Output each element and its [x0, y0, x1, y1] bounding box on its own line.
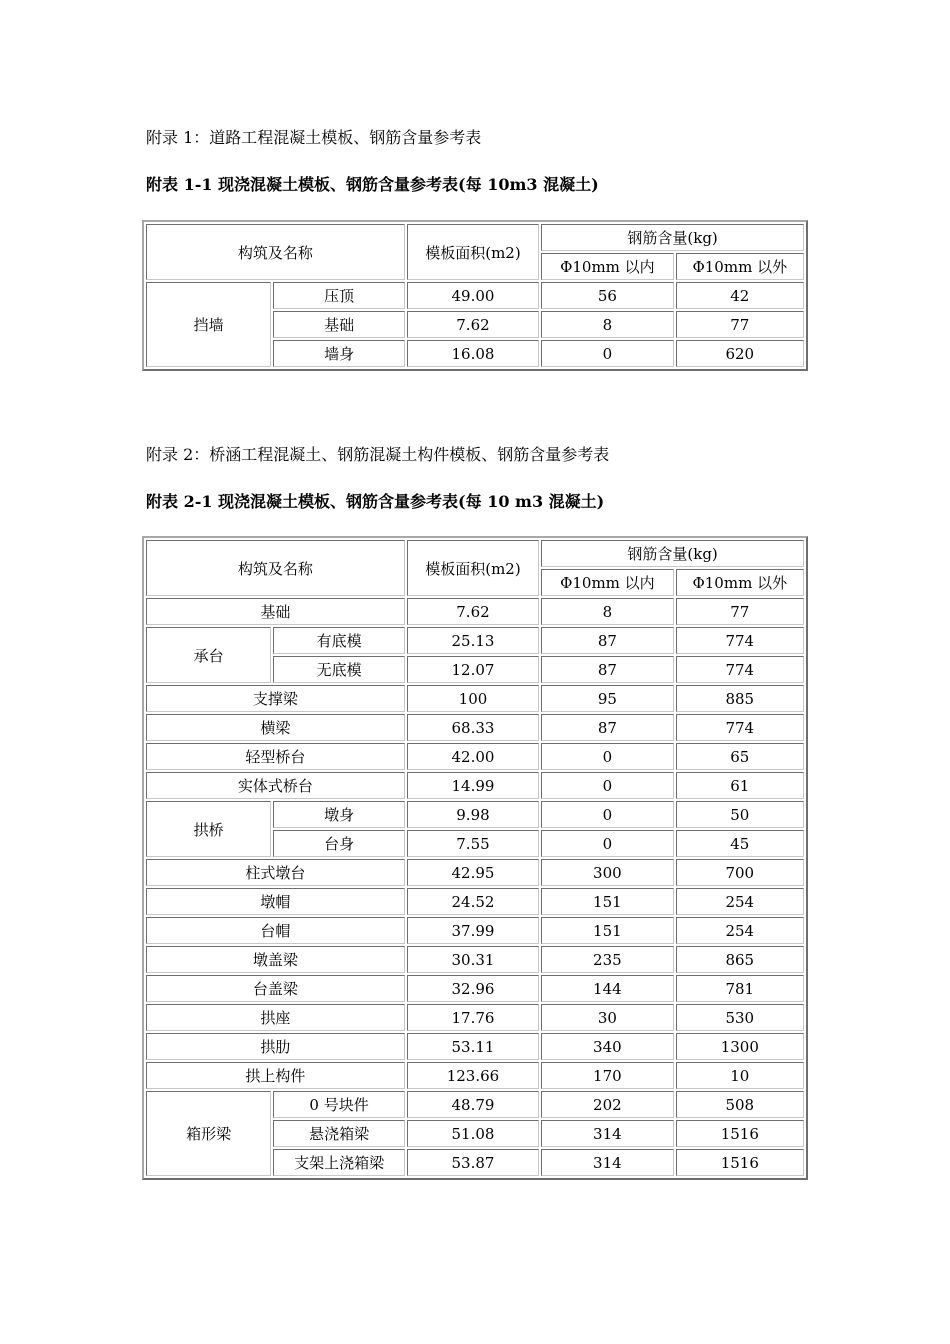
formwork-value: 68.33 [407, 714, 539, 741]
rebar-inner-value: 340 [541, 1033, 673, 1060]
item-name: 台帽 [146, 917, 405, 944]
group-label: 挡墙 [146, 282, 271, 367]
table-row [146, 917, 804, 944]
appendix-2-title: 附录 2：桥涵工程混凝土、钢筋混凝土构件模板、钢筋含量参考表 [146, 445, 610, 464]
table-1-1 [142, 220, 808, 371]
header-name: 构筑及名称 [146, 224, 405, 280]
item-name: 轻型桥台 [146, 743, 405, 770]
formwork-value: 9.98 [407, 801, 539, 828]
rebar-outer-value: 42 [676, 282, 804, 309]
table-row [146, 859, 804, 886]
rebar-outer-value: 1516 [676, 1149, 804, 1176]
formwork-value: 37.99 [407, 917, 539, 944]
rebar-inner-value: 170 [541, 1062, 673, 1089]
formwork-value: 16.08 [407, 340, 539, 367]
rebar-outer-value: 50 [676, 801, 804, 828]
sub-name: 支架上浇箱梁 [273, 1149, 404, 1176]
group-label: 承台 [146, 627, 271, 683]
item-name: 拱肋 [146, 1033, 405, 1060]
table-header-row [146, 540, 804, 567]
formwork-value: 48.79 [407, 1091, 539, 1118]
header-formwork-area: 模板面积(m2) [407, 224, 539, 280]
rebar-inner-value: 314 [541, 1149, 673, 1176]
rebar-outer-value: 508 [676, 1091, 804, 1118]
header-name: 构筑及名称 [146, 540, 405, 596]
formwork-value: 24.52 [407, 888, 539, 915]
item-name: 横梁 [146, 714, 405, 741]
rebar-inner-value: 202 [541, 1091, 673, 1118]
rebar-inner-value: 95 [541, 685, 673, 712]
rebar-inner-value: 235 [541, 946, 673, 973]
rebar-outer-value: 885 [676, 685, 804, 712]
sub-name: 无底模 [273, 656, 404, 683]
table-row [146, 714, 804, 741]
formwork-value: 30.31 [407, 946, 539, 973]
rebar-inner-value: 8 [541, 311, 673, 338]
item-name: 拱座 [146, 1004, 405, 1031]
item-name: 支撑梁 [146, 685, 405, 712]
rebar-inner-value: 87 [541, 656, 673, 683]
table-1-1-title: 附表 1-1 现浇混凝土模板、钢筋含量参考表(每 10m3 混凝土) [146, 175, 599, 194]
rebar-inner-value: 0 [541, 830, 673, 857]
table-row [146, 888, 804, 915]
table-row [146, 685, 804, 712]
group-label: 拱桥 [146, 801, 271, 857]
table-row [146, 627, 804, 654]
formwork-value: 12.07 [407, 656, 539, 683]
sub-name: 压顶 [273, 282, 404, 309]
rebar-outer-value: 620 [676, 340, 804, 367]
rebar-outer-value: 700 [676, 859, 804, 886]
sub-name: 悬浇箱梁 [273, 1120, 404, 1147]
item-name: 拱上构件 [146, 1062, 405, 1089]
rebar-inner-value: 0 [541, 340, 673, 367]
rebar-inner-value: 87 [541, 627, 673, 654]
table-row [146, 1004, 804, 1031]
rebar-outer-value: 254 [676, 888, 804, 915]
rebar-outer-value: 61 [676, 772, 804, 799]
formwork-value: 42.95 [407, 859, 539, 886]
sub-name: 台身 [273, 830, 404, 857]
table-row [146, 598, 804, 625]
header-rebar-outer: Φ10mm 以外 [676, 253, 804, 280]
rebar-inner-value: 30 [541, 1004, 673, 1031]
formwork-value: 7.62 [407, 311, 539, 338]
rebar-outer-value: 45 [676, 830, 804, 857]
formwork-value: 123.66 [407, 1062, 539, 1089]
rebar-outer-value: 10 [676, 1062, 804, 1089]
rebar-inner-value: 56 [541, 282, 673, 309]
rebar-outer-value: 77 [676, 598, 804, 625]
rebar-outer-value: 254 [676, 917, 804, 944]
rebar-inner-value: 87 [541, 714, 673, 741]
item-name: 墩帽 [146, 888, 405, 915]
table-row [146, 1033, 804, 1060]
rebar-outer-value: 774 [676, 656, 804, 683]
formwork-value: 100 [407, 685, 539, 712]
rebar-outer-value: 1300 [676, 1033, 804, 1060]
table-row [146, 946, 804, 973]
formwork-value: 17.76 [407, 1004, 539, 1031]
header-formwork-area: 模板面积(m2) [407, 540, 539, 596]
table-row [146, 1091, 804, 1118]
formwork-value: 49.00 [407, 282, 539, 309]
header-rebar-outer: Φ10mm 以外 [676, 569, 804, 596]
rebar-inner-value: 314 [541, 1120, 673, 1147]
table-row [146, 801, 804, 828]
header-rebar-inner: Φ10mm 以内 [541, 253, 673, 280]
rebar-inner-value: 0 [541, 801, 673, 828]
sub-name: 0 号块件 [273, 1091, 404, 1118]
rebar-inner-value: 151 [541, 917, 673, 944]
rebar-outer-value: 781 [676, 975, 804, 1002]
table-row [146, 743, 804, 770]
rebar-outer-value: 530 [676, 1004, 804, 1031]
group-label: 箱形梁 [146, 1091, 271, 1176]
sub-name: 有底模 [273, 627, 404, 654]
table-header-row [146, 224, 804, 251]
formwork-value: 7.62 [407, 598, 539, 625]
item-name: 柱式墩台 [146, 859, 405, 886]
rebar-outer-value: 65 [676, 743, 804, 770]
rebar-inner-value: 0 [541, 772, 673, 799]
rebar-inner-value: 144 [541, 975, 673, 1002]
table-2-1 [142, 536, 808, 1180]
formwork-value: 14.99 [407, 772, 539, 799]
sub-name: 墙身 [273, 340, 404, 367]
formwork-value: 25.13 [407, 627, 539, 654]
item-name: 台盖梁 [146, 975, 405, 1002]
formwork-value: 53.11 [407, 1033, 539, 1060]
formwork-value: 32.96 [407, 975, 539, 1002]
rebar-outer-value: 774 [676, 627, 804, 654]
formwork-value: 51.08 [407, 1120, 539, 1147]
rebar-outer-value: 77 [676, 311, 804, 338]
rebar-outer-value: 774 [676, 714, 804, 741]
formwork-value: 7.55 [407, 830, 539, 857]
table-row [146, 282, 804, 309]
rebar-inner-value: 300 [541, 859, 673, 886]
table-row [146, 1062, 804, 1089]
header-rebar-content: 钢筋含量(kg) [541, 540, 804, 567]
appendix-1-title: 附录 1：道路工程混凝土模板、钢筋含量参考表 [146, 128, 482, 147]
sub-name: 基础 [273, 311, 404, 338]
item-name: 基础 [146, 598, 405, 625]
item-name: 实体式桥台 [146, 772, 405, 799]
table-row [146, 975, 804, 1002]
formwork-value: 53.87 [407, 1149, 539, 1176]
item-name: 墩盖梁 [146, 946, 405, 973]
header-rebar-content: 钢筋含量(kg) [541, 224, 804, 251]
rebar-inner-value: 151 [541, 888, 673, 915]
header-rebar-inner: Φ10mm 以内 [541, 569, 673, 596]
rebar-outer-value: 865 [676, 946, 804, 973]
rebar-inner-value: 8 [541, 598, 673, 625]
rebar-outer-value: 1516 [676, 1120, 804, 1147]
sub-name: 墩身 [273, 801, 404, 828]
table-2-1-title: 附表 2-1 现浇混凝土模板、钢筋含量参考表(每 10 m3 混凝土) [146, 492, 605, 511]
table-row [146, 772, 804, 799]
rebar-inner-value: 0 [541, 743, 673, 770]
formwork-value: 42.00 [407, 743, 539, 770]
